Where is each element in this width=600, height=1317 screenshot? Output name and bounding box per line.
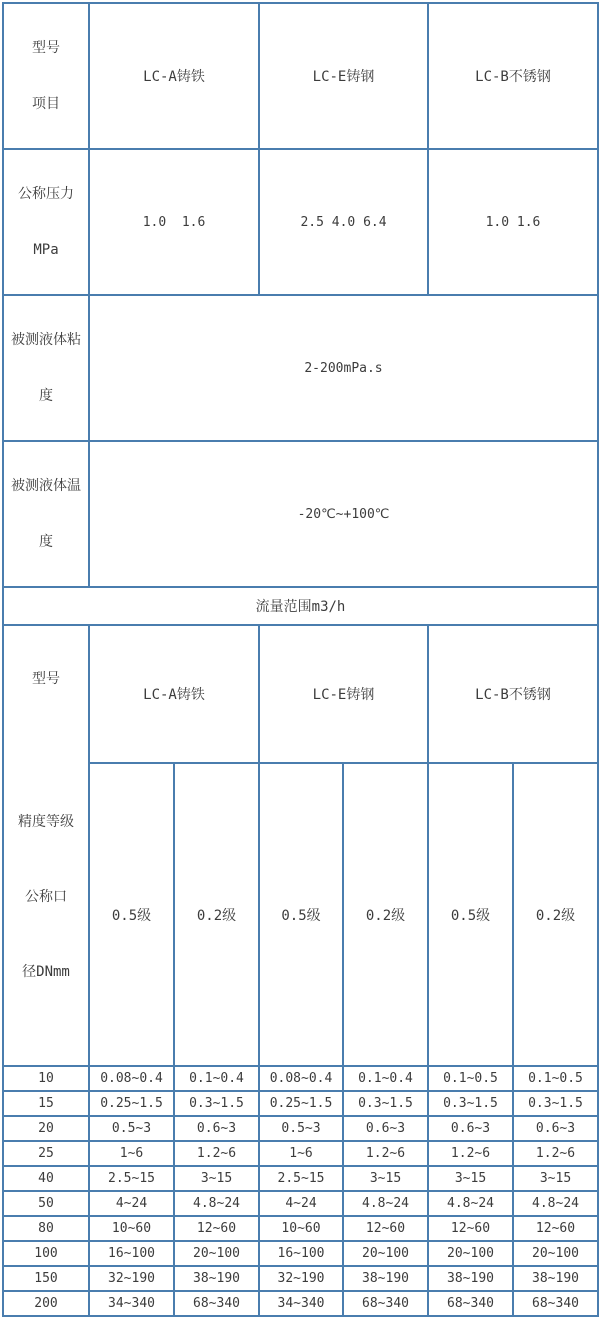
flow-range-cell: 0.6~3 xyxy=(343,1116,428,1141)
temperature-label-cell xyxy=(3,441,89,587)
flow-range-cell: 1.2~6 xyxy=(428,1141,513,1166)
flow-material-header-lcb: LC-B不锈钢 xyxy=(428,625,598,763)
temperature-value-cell: -20℃~+100℃ xyxy=(89,441,598,587)
dn-cell: 200 xyxy=(3,1291,89,1316)
flow-range-cell: 38~190 xyxy=(343,1266,428,1291)
flow-range-cell: 12~60 xyxy=(513,1216,598,1241)
dn-cell: 40 xyxy=(3,1166,89,1191)
flow-range-cell: 0.6~3 xyxy=(174,1116,259,1141)
dn-cell: 50 xyxy=(3,1191,89,1216)
table-row xyxy=(3,1191,598,1216)
viscosity-label-line1: 被测液体粘 xyxy=(11,332,81,348)
dn-cell: 10 xyxy=(3,1066,89,1091)
dn-cell: 150 xyxy=(3,1266,89,1291)
temperature-label-line1: 被测液体温 xyxy=(11,478,81,494)
dn-cell: 80 xyxy=(3,1216,89,1241)
flow-range-cell: 1.2~6 xyxy=(174,1141,259,1166)
flow-range-cell: 32~190 xyxy=(89,1266,174,1291)
material-header-lca: LC-A铸铁 xyxy=(89,3,259,149)
table-row xyxy=(3,149,598,295)
flow-range-cell: 4.8~24 xyxy=(343,1191,428,1216)
flow-range-cell: 10~60 xyxy=(89,1216,174,1241)
flow-range-cell: 20~100 xyxy=(428,1241,513,1266)
flow-range-cell: 0.1~0.4 xyxy=(174,1066,259,1091)
flow-range-cell: 68~340 xyxy=(428,1291,513,1316)
flow-range-cell: 68~340 xyxy=(513,1291,598,1316)
flow-range-cell: 0.3~1.5 xyxy=(174,1091,259,1116)
pressure-label-cell xyxy=(3,149,89,295)
dn-cell: 100 xyxy=(3,1241,89,1266)
flow-range-cell: 20~100 xyxy=(174,1241,259,1266)
flow-range-cell: 3~15 xyxy=(428,1166,513,1191)
pressure-value-lce: 2.5 4.0 6.4 xyxy=(259,149,428,295)
flow-range-cell: 0.6~3 xyxy=(428,1116,513,1141)
dn-cell: 20 xyxy=(3,1116,89,1141)
flow-range-cell: 10~60 xyxy=(259,1216,343,1241)
flow-range-cell: 12~60 xyxy=(174,1216,259,1241)
flow-range-cell: 0.5~3 xyxy=(259,1116,343,1141)
flow-range-cell: 38~190 xyxy=(428,1266,513,1291)
flow-range-cell: 0.1~0.5 xyxy=(428,1066,513,1091)
accuracy-class-cell: 0.5级 xyxy=(259,763,343,1066)
flow-range-cell: 3~15 xyxy=(513,1166,598,1191)
flow-range-cell: 0.3~1.5 xyxy=(428,1091,513,1116)
flow-range-cell: 16~100 xyxy=(259,1241,343,1266)
dn-cell: 15 xyxy=(3,1091,89,1116)
temperature-label-line2: 度 xyxy=(39,534,53,550)
material-header-lce: LC-E铸钢 xyxy=(259,3,428,149)
table-row xyxy=(3,1216,598,1241)
pressure-label-line2: MPa xyxy=(33,242,59,258)
flow-material-header-lce: LC-E铸钢 xyxy=(259,625,428,763)
flow-range-cell: 2.5~15 xyxy=(259,1166,343,1191)
flow-range-cell: 4~24 xyxy=(259,1191,343,1216)
flow-range-cell: 38~190 xyxy=(513,1266,598,1291)
flow-range-cell: 20~100 xyxy=(513,1241,598,1266)
table-row xyxy=(3,1116,598,1141)
flow-material-header-lca: LC-A铸铁 xyxy=(89,625,259,763)
flow-range-cell: 3~15 xyxy=(343,1166,428,1191)
table-row xyxy=(3,1266,598,1291)
spec-table xyxy=(2,2,599,1317)
flow-range-cell: 1~6 xyxy=(259,1141,343,1166)
accuracy-class-cell: 0.2级 xyxy=(513,763,598,1066)
flow-range-cell: 0.1~0.5 xyxy=(513,1066,598,1091)
flow-range-cell: 1.2~6 xyxy=(343,1141,428,1166)
flow-range-cell: 1~6 xyxy=(89,1141,174,1166)
flow-corner-accuracy-dn-label xyxy=(4,760,88,1035)
flow-range-cell: 0.5~3 xyxy=(89,1116,174,1141)
flow-range-cell: 0.08~0.4 xyxy=(89,1066,174,1091)
table-row xyxy=(3,625,598,763)
flow-range-cell: 34~340 xyxy=(259,1291,343,1316)
flow-range-cell: 12~60 xyxy=(428,1216,513,1241)
flow-range-banner: 流量范围m3/h xyxy=(3,587,598,625)
flow-range-cell: 4.8~24 xyxy=(428,1191,513,1216)
flow-corner-model-label: 型号 xyxy=(32,671,60,687)
accuracy-class-cell: 0.2级 xyxy=(174,763,259,1066)
flow-range-cell: 68~340 xyxy=(343,1291,428,1316)
corner-header-line2: 项目 xyxy=(32,96,60,112)
flow-range-cell: 4~24 xyxy=(89,1191,174,1216)
viscosity-label-cell xyxy=(3,295,89,441)
table-row xyxy=(3,763,598,1066)
flow-range-cell: 3~15 xyxy=(174,1166,259,1191)
flow-corner-line2: 公称口 xyxy=(25,889,67,905)
table-row xyxy=(3,295,598,441)
pressure-value-lcb: 1.0 1.6 xyxy=(428,149,598,295)
flow-range-cell: 0.3~1.5 xyxy=(343,1091,428,1116)
pressure-label-line1: 公称压力 xyxy=(18,186,74,202)
flow-range-cell: 0.08~0.4 xyxy=(259,1066,343,1091)
flow-range-cell: 16~100 xyxy=(89,1241,174,1266)
accuracy-class-cell: 0.5级 xyxy=(428,763,513,1066)
table-row xyxy=(3,1091,598,1116)
table-row xyxy=(3,1066,598,1091)
table-row xyxy=(3,1166,598,1191)
flow-range-cell: 2.5~15 xyxy=(89,1166,174,1191)
flow-range-cell: 0.25~1.5 xyxy=(89,1091,174,1116)
flow-range-cell: 0.25~1.5 xyxy=(259,1091,343,1116)
flow-range-cell: 32~190 xyxy=(259,1266,343,1291)
flow-range-cell: 4.8~24 xyxy=(513,1191,598,1216)
flow-range-cell: 12~60 xyxy=(343,1216,428,1241)
table-row xyxy=(3,441,598,587)
flow-range-cell: 1.2~6 xyxy=(513,1141,598,1166)
corner-header-cell xyxy=(3,3,89,149)
table-row xyxy=(3,3,598,149)
table-row xyxy=(3,1241,598,1266)
material-header-lcb: LC-B不锈钢 xyxy=(428,3,598,149)
corner-header-line1: 型号 xyxy=(32,40,60,56)
flow-corner-line3: 径DNmm xyxy=(22,964,70,980)
pressure-value-lca: 1.0 1.6 xyxy=(89,149,259,295)
flow-range-cell: 0.6~3 xyxy=(513,1116,598,1141)
viscosity-label-line2: 度 xyxy=(39,388,53,404)
viscosity-value-cell: 2-200mPa.s xyxy=(89,295,598,441)
dn-cell: 25 xyxy=(3,1141,89,1166)
flow-corner-line1: 精度等级 xyxy=(18,814,74,830)
flow-range-cell: 38~190 xyxy=(174,1266,259,1291)
flow-range-cell: 20~100 xyxy=(343,1241,428,1266)
table-row xyxy=(3,587,598,625)
table-row xyxy=(3,1291,598,1316)
accuracy-class-cell: 0.2级 xyxy=(343,763,428,1066)
accuracy-class-cell: 0.5级 xyxy=(89,763,174,1066)
flow-range-cell: 4.8~24 xyxy=(174,1191,259,1216)
flow-range-cell: 0.1~0.4 xyxy=(343,1066,428,1091)
flow-range-cell: 0.3~1.5 xyxy=(513,1091,598,1116)
flow-range-cell: 34~340 xyxy=(89,1291,174,1316)
flow-range-cell: 68~340 xyxy=(174,1291,259,1316)
flow-corner-cell xyxy=(3,625,89,1066)
table-row xyxy=(3,1141,598,1166)
